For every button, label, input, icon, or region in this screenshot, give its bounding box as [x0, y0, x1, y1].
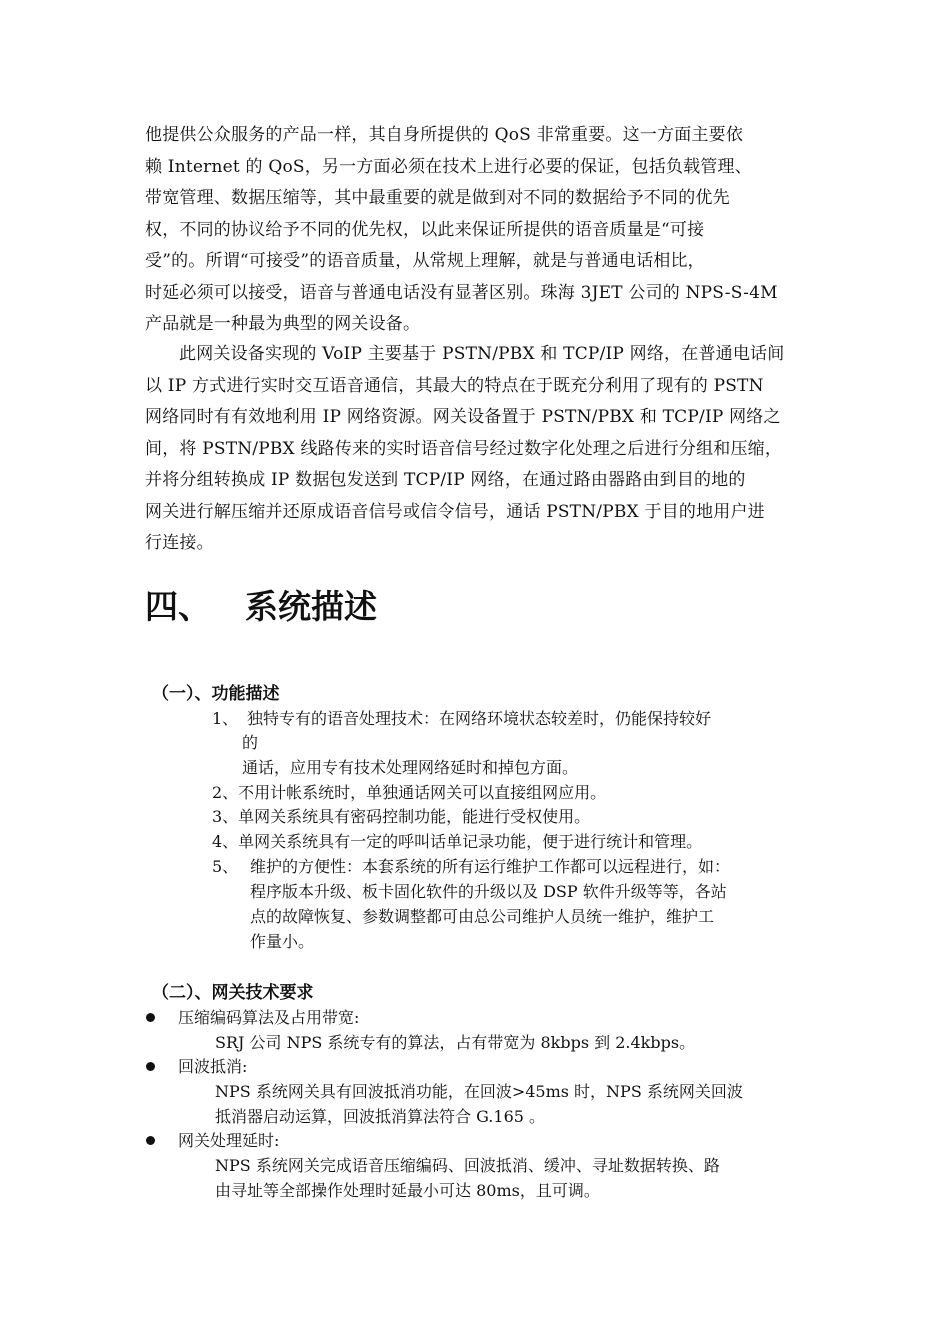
bullet-text: NPS 系统网关完成语音压缩编码、回波抵消、缓冲、寻址数据转换、路 — [215, 1156, 720, 1175]
text-line: 并将分组转换成 IP 数据包发送到 TCP/IP 网络，在通过路由器路由到目的地的 — [145, 470, 746, 490]
bullet-title: 压缩编码算法及占用带宽: — [178, 1008, 360, 1027]
text-line: 行连接。 — [145, 533, 214, 553]
list-item: 2、不用计帐系统时，单独通话网关可以直接组网应用。 — [212, 783, 607, 802]
text-line: 时延必须可以接受，语音与普通电话没有显著区别。珠海 3JET 公司的 NPS-S-4M — [145, 282, 778, 303]
text-line: 间，将 PSTN/PBX 线路传来的实时语音信号经过数字化处理之后进行分组和压缩， — [145, 438, 783, 459]
bullet-title: 回波抵消: — [178, 1057, 248, 1076]
section-title: 系统描述 — [245, 587, 377, 626]
bullet-text: SRJ 公司 NPS 系统专有的算法，占有带宽为 8kbps 到 2.4kbps。 — [215, 1033, 696, 1052]
list-item-text: 程序版本升级、板卡固化软件的升级以及 DSP 软件升级等等，各站 — [250, 882, 727, 901]
list-number: 1、 — [212, 709, 239, 728]
bullet-title: 网关处理延时: — [178, 1131, 280, 1150]
list-number: 5、 — [212, 857, 239, 876]
text-line: 带宽管理、数据压缩等，其中最重要的就是做到对不同的数据给予不同的优先 — [145, 188, 730, 208]
list-item-text: 通话，应用专有技术处理网络延时和掉包方面。 — [242, 758, 579, 777]
paragraph-qos — [145, 120, 815, 341]
text-line: 权，不同的协议给予不同的优先权，以此来保证所提供的语音质量是“可接 — [145, 219, 705, 240]
text-line: 网络同时有有效地利用 IP 网络资源。网关设备置于 PSTN/PBX 和 TCP/IP 网络之 — [145, 407, 781, 427]
bullet-text: 抵消器启动运算，回波抵消算法符合 G.165 。 — [215, 1107, 546, 1126]
list-item-text: 独特专有的语音处理技术：在网络环境状态较差时，仍能保持较好 — [247, 709, 712, 728]
section-heading — [145, 583, 377, 631]
list-item-text: 的 — [242, 733, 259, 752]
bullet-dot-icon — [146, 1136, 155, 1145]
text-line: 以 IP 方式进行实时交互语音通信，其最大的特点在于既充分利用了现有的 PSTN — [145, 375, 764, 396]
paragraph-gateway — [145, 339, 815, 560]
subsection-heading-function: （一）、功能描述 — [152, 684, 280, 704]
list-item: 3、单网关系统具有密码控制功能，能进行受权使用。 — [212, 807, 591, 826]
list-item-text: 作量小。 — [250, 932, 315, 951]
list-item-text: 维护的方便性：本套系统的所有运行维护工作都可以远程进行，如： — [250, 857, 731, 876]
text-line: 他提供公众服务的产品一样，其自身所提供的 QoS 非常重要。这一方面主要依 — [145, 125, 744, 145]
subsection-heading-gateway-requirements: （二）、网关技术要求 — [152, 983, 314, 1003]
text-line: 产品就是一种最为典型的网关设备。 — [145, 314, 421, 334]
text-line: 赖 Internet 的 QoS，另一方面必须在技术上进行必要的保证，包括负载管理、 — [145, 156, 752, 177]
bullet-text: NPS 系统网关具有回波抵消功能，在回波>45ms 时，NPS 系统网关回波 — [215, 1082, 743, 1101]
bullet-dot-icon — [146, 1013, 155, 1022]
text-line: 网关进行解压缩并还原成语音信号或信令信号，通话 PSTN/PBX 于目的地用户进 — [145, 501, 765, 522]
text-line: 此网关设备实现的 VoIP 主要基于 PSTN/PBX 和 TCP/IP 网络，在普通电话间 — [179, 344, 785, 364]
list-item-text: 点的故障恢复、参数调整都可由总公司维护人员统一维护，维护工 — [250, 907, 715, 926]
section-number: 四、 — [145, 587, 211, 626]
list-item: 4、单网关系统具有一定的呼叫话单记录功能，便于进行统计和管理。 — [212, 832, 703, 851]
text-line: 受”的。所谓“可接受”的语音质量，从常规上理解，就是与普通电话相比， — [145, 251, 705, 271]
bullet-dot-icon — [146, 1062, 155, 1071]
bullet-text: 由寻址等全部操作处理时延最小可达 80ms，且可调。 — [215, 1181, 600, 1200]
